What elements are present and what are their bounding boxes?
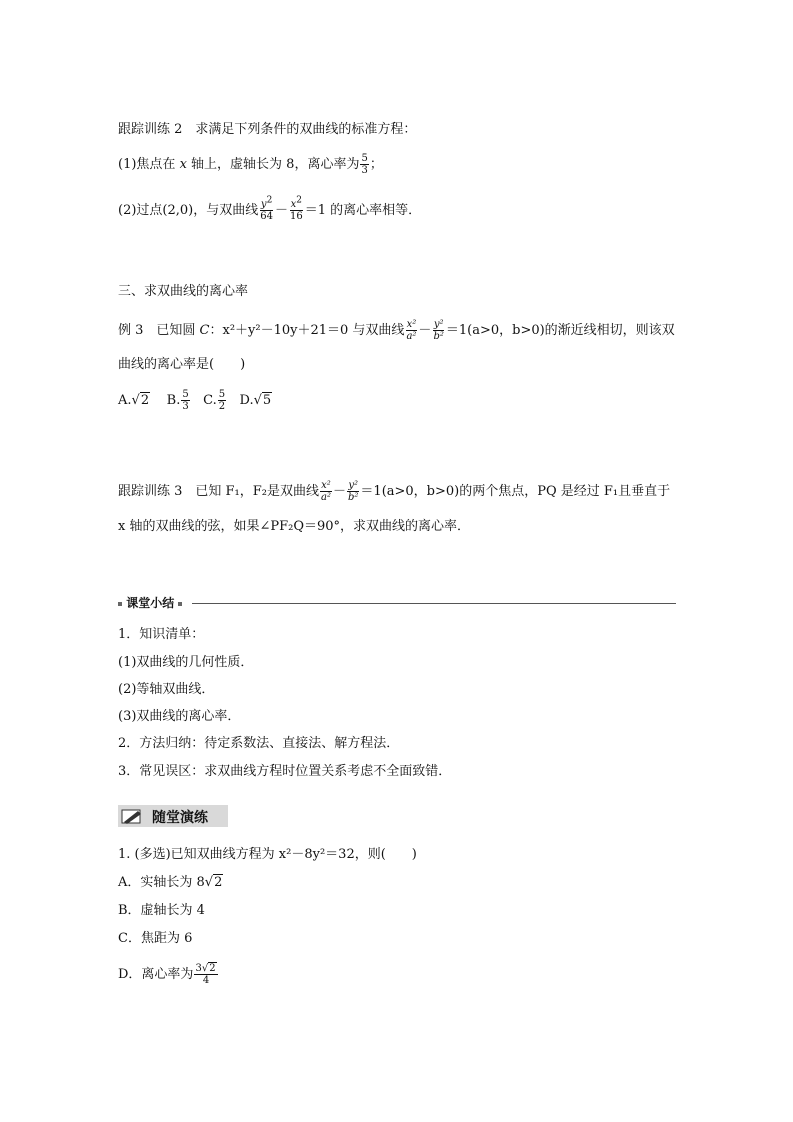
summary-item: 1．知识清单： bbox=[118, 627, 205, 642]
drill-option-c: C．焦距为 6 bbox=[118, 931, 193, 946]
option-a: A.√2 bbox=[118, 393, 150, 408]
drill-banner bbox=[118, 805, 228, 827]
fraction-y2-64: $\frac{y^2}{64}$ bbox=[260, 195, 273, 222]
practice2-title: 跟踪训练 2 求满足下列条件的双曲线的标准方程： bbox=[118, 122, 417, 137]
summary-item: (2)等轴双曲线． bbox=[118, 682, 215, 697]
summary-item: (3)双曲线的离心率． bbox=[118, 709, 241, 724]
drill-option-a: A．实轴长为 8√2 bbox=[118, 875, 223, 890]
square-bullet-icon bbox=[178, 602, 182, 606]
example3-line2: 曲线的离心率是( ) bbox=[118, 357, 246, 372]
summary-header bbox=[118, 594, 182, 612]
practice3-line2: x 轴的双曲线的弦，如果∠PF₂Q＝90°，求双曲线的离心率． bbox=[118, 519, 471, 534]
section3-title: 三、求双曲线的离心率 bbox=[118, 284, 249, 299]
drill-option-b: B．虚轴长为 4 bbox=[118, 903, 205, 918]
example3-line1: 例 3 已知圆 C：x²＋y²－10y＋21＝0 与双曲线 $\frac{\text{x²}}{\text{a²}}$ － $\frac{\text{y²}}{\text{b²}}$ ＝1(a>0，b>0)的渐近线相切，则该双 bbox=[118, 319, 675, 342]
fraction-3root2-4: $\frac{3√2}{4}$ bbox=[195, 963, 216, 986]
fraction-x2-16: $\frac{x^2}{16}$ bbox=[289, 195, 303, 222]
option-b: B. $\frac{5}{3}$ bbox=[166, 389, 189, 412]
example3-options bbox=[118, 389, 272, 412]
drill-banner-title: 随堂演练 bbox=[152, 810, 208, 826]
practice3-line1: 跟踪训练 3 已知 F₁，F₂是双曲线 $\frac{\text{x²}}{\text{a²}}$ － $\frac{\text{y²}}{\text{b²}}$ ＝1(a>0，b>0)的两个焦点，PQ 是经过 F₁且垂直于 bbox=[118, 480, 671, 503]
fraction-y2-b2: $\frac{\text{y²}}{\text{b²}}$ bbox=[433, 319, 444, 342]
practice2-item2: (2)过点(2,0)，与双曲线 $\frac{y^2}{64}$ － $\frac{x^2}{16}$ ＝1 的离心率相等． bbox=[118, 195, 422, 222]
practice2-item1: (1)焦点在 x 轴上，虚轴长为 8，离心率为 $\frac{5}{3}$ ； bbox=[118, 153, 383, 176]
fraction-x2-a2: $\frac{\text{x²}}{\text{a²}}$ bbox=[406, 319, 417, 342]
fraction-5-3: $\frac{5}{3}$ bbox=[361, 153, 368, 176]
pencil-paper-icon bbox=[121, 808, 143, 824]
summary-title: 课堂小结 bbox=[126, 596, 175, 610]
drill-question-1: 1. (多选)已知双曲线方程为 x²－8y²＝32，则( ) bbox=[118, 847, 417, 862]
summary-item: 3．常见误区：求双曲线方程时位置关系考虑不全面致错． bbox=[118, 764, 452, 779]
summary-divider bbox=[192, 603, 676, 604]
fraction-x2-a2: $\frac{\text{x²}}{\text{a²}}$ bbox=[321, 480, 331, 503]
square-bullet-icon bbox=[118, 602, 122, 606]
summary-item: 2．方法归纳：待定系数法、直接法、解方程法． bbox=[118, 736, 400, 751]
fraction-y2-b2: $\frac{\text{y²}}{\text{b²}}$ bbox=[348, 480, 359, 503]
option-d: D.√5 bbox=[239, 393, 272, 408]
drill-option-d: D．离心率为 $\frac{3√2}{4}$ bbox=[118, 963, 216, 986]
option-c: C. $\frac{5}{2}$ bbox=[203, 389, 226, 412]
summary-item: (1)双曲线的几何性质． bbox=[118, 655, 254, 670]
